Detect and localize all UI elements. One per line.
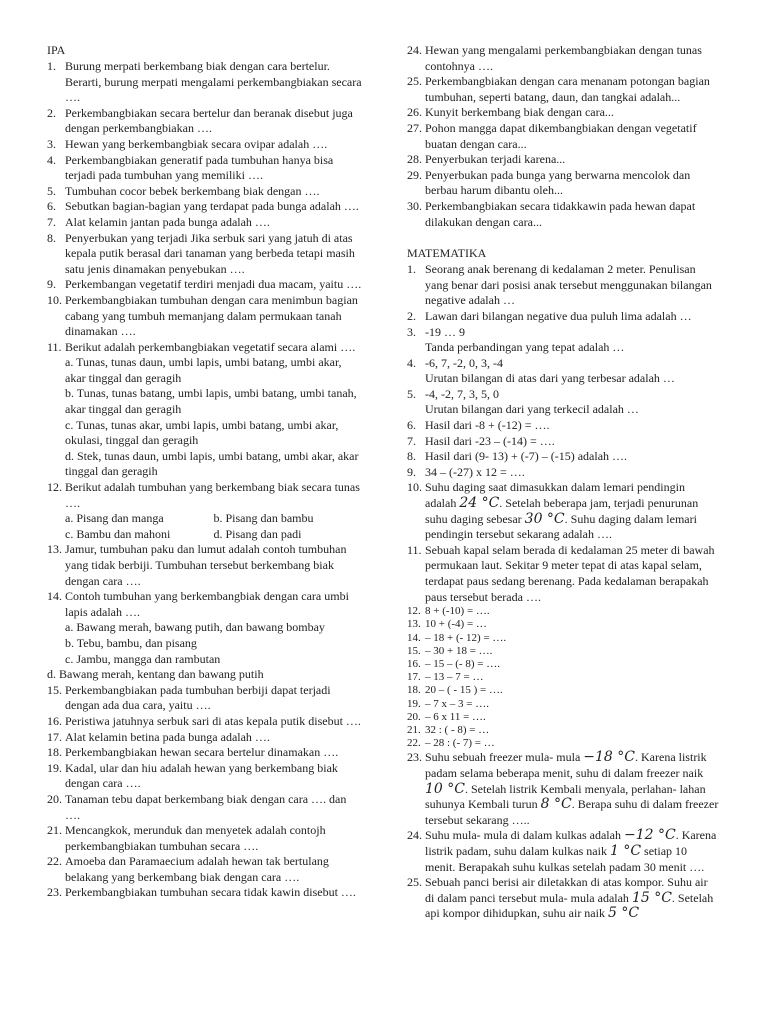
question-item — [407, 875, 719, 922]
question-body — [425, 698, 719, 711]
question-number: 9. — [47, 277, 56, 292]
question-text: – 28 : (- 7) = … — [425, 737, 495, 750]
answer-option: a. Pisang dan manga — [65, 511, 164, 526]
answer-option-row — [65, 527, 362, 543]
math-value: 5 °C — [607, 905, 640, 922]
question-body — [425, 43, 719, 74]
question-item — [47, 542, 362, 589]
question-item — [407, 698, 719, 711]
question-body — [65, 730, 362, 746]
ipa-column — [47, 43, 362, 901]
question-number: 18. — [407, 684, 421, 697]
question-text: – 18 + (- 12) = …. — [425, 631, 507, 644]
question-text: Berikut adalah tumbuhan yang berkembang biak secara tunas …. — [65, 480, 360, 510]
question-item — [407, 671, 719, 684]
question-text: Pohon mangga dapat dikembangbiakan dengan vegetatif buatan dengan cara... — [425, 120, 697, 151]
question-number: 23. — [47, 885, 62, 900]
question-item — [47, 137, 362, 153]
answer-option: d. Pisang dan padi — [213, 526, 302, 541]
question-number: 16. — [47, 713, 62, 728]
question-item — [407, 724, 719, 737]
question-body — [65, 854, 362, 885]
question-text: Alat kelamin jantan pada bunga adalah …. — [65, 214, 270, 229]
question-text: Tanaman tebu dapat berkembang biak dengan cara …. dan …. — [65, 791, 347, 822]
question-body — [425, 684, 719, 697]
question-item — [47, 730, 362, 746]
math-value: 15 °C — [631, 889, 672, 906]
question-number: 16. — [407, 658, 421, 670]
question-number: 27. — [407, 120, 422, 135]
question-text: – 6 x 11 = …. — [425, 710, 486, 723]
question-item — [407, 74, 719, 105]
question-body — [425, 262, 719, 309]
question-number: 22. — [407, 737, 421, 750]
question-number: 24. — [407, 828, 422, 843]
question-body — [425, 121, 719, 152]
question-body — [65, 184, 362, 200]
question-item — [47, 215, 362, 231]
question-body — [425, 309, 719, 325]
question-number: 5. — [47, 183, 56, 198]
question-number: 30. — [407, 198, 422, 213]
question-number: 28. — [407, 152, 422, 167]
question-text: Penyerbukan terjadi karena... — [425, 152, 566, 167]
question-body — [65, 683, 362, 714]
ipa-question-list — [47, 59, 362, 901]
question-text: -4, -2, 7, 3, 5, 0 — [425, 386, 499, 401]
question-number: 11. — [407, 542, 422, 557]
math-value: 30 °C — [524, 510, 565, 527]
question-number: 9. — [407, 464, 416, 479]
question-item — [407, 618, 719, 631]
question-body — [65, 215, 362, 231]
question-text: 34 – (-27) x 12 = …. — [425, 464, 525, 479]
question-item — [407, 449, 719, 465]
math-value: 8 °C — [540, 796, 572, 813]
question-number: 18. — [47, 745, 62, 760]
math-value: 1 °C — [609, 842, 642, 859]
question-number: 7. — [407, 433, 416, 448]
question-body — [65, 480, 362, 542]
question-item — [47, 59, 362, 106]
question-number: 20. — [47, 791, 62, 806]
question-number: 8. — [47, 230, 56, 245]
question-number: 1. — [407, 262, 416, 277]
ipa-question-list-continued — [407, 43, 719, 230]
question-body — [65, 277, 362, 293]
question-item — [407, 105, 719, 121]
question-item — [407, 543, 719, 605]
question-text: 20 – ( - 15 ) = …. — [425, 684, 503, 697]
question-number: 6. — [407, 418, 416, 433]
question-text: Perkembangbiakan dengan cara menanam potongan bagian tumbuhan, seperti batang, daun, dan tangkai adalah... — [425, 74, 710, 104]
question-text: Peristiwa jatuhnya serbuk sari di atas kepala putik disebut …. — [65, 713, 361, 728]
question-item — [47, 340, 362, 480]
question-number: 13. — [407, 618, 421, 631]
question-text: 8 + (-10) = …. — [425, 605, 490, 618]
question-text: – 30 + 18 = …. — [425, 644, 493, 657]
question-text: Perkembangan vegetatif terdiri menjadi dua macam, yaitu …. — [65, 277, 362, 292]
question-item — [407, 711, 719, 724]
question-text: Mencangkok, merunduk dan menyetek adalah contojh perkembangbiakan tumbuhan secara …. — [65, 823, 326, 853]
question-item — [407, 121, 719, 152]
answer-option: b. Tebu, bambu, dan pisang — [65, 635, 197, 650]
question-number: 8. — [407, 449, 416, 464]
question-number: 21. — [407, 724, 421, 737]
question-number: 11. — [47, 339, 62, 354]
question-item — [407, 434, 719, 450]
question-number: 13. — [47, 542, 62, 557]
question-item — [407, 325, 719, 356]
question-item — [47, 667, 362, 683]
question-item — [47, 683, 362, 714]
question-item — [407, 152, 719, 168]
question-item — [407, 684, 719, 697]
question-body — [65, 761, 362, 792]
question-body — [425, 465, 719, 481]
question-text: Hewan yang berkembangbiak secara ovipar adalah …. — [65, 136, 328, 151]
question-text: Penyerbukan yang terjadi Jika serbuk sari yang jatuh di atas kepala putik berasal dari tanaman yang berbeda tetapi masih satu jenis dinamakan penyebukan …. — [65, 230, 355, 276]
question-text: Perkembangbiakan secara bertelur dan beranak disebut juga dengan perkembangbiakan …. — [65, 105, 353, 136]
question-number: 14. — [47, 589, 62, 604]
question-item — [47, 745, 362, 761]
question-item — [47, 106, 362, 137]
question-text: Berikut adalah perkembangbiakan vegetatif secara alami …. — [65, 339, 356, 354]
question-body — [65, 823, 362, 854]
question-number: 25. — [407, 875, 422, 890]
question-text: 32 : ( - 8) = … — [425, 724, 490, 737]
answer-option-row — [65, 511, 362, 527]
question-text: Sebutkan bagian-bagian yang terdapat pada bunga adalah …. — [65, 199, 359, 214]
question-body — [425, 671, 719, 684]
question-item — [407, 605, 719, 618]
question-text: Suhu sebuah freezer mula- mula −18 °C. Karena listrik padam selama beberapa menit, suhu di dalam freezer naik 10 °C. Setelah listrik Kembali menyala, perlahan- lahan suhunya Kembali turun 8 °C. Berapa suhu di dalam freezer tersebut sekarang ….. — [425, 749, 719, 827]
question-body — [425, 168, 719, 199]
question-body — [425, 434, 719, 450]
question-item — [47, 184, 362, 200]
right-column — [407, 43, 719, 922]
question-item — [47, 885, 362, 901]
math-value: −12 °C — [623, 827, 676, 844]
question-item — [407, 658, 719, 671]
question-text: Kadal, ular dan hiu adalah hewan yang berkembang biak dengan cara …. — [65, 760, 338, 791]
question-number: 7. — [47, 214, 56, 229]
math-value: 10 °C — [425, 780, 465, 797]
question-item — [407, 43, 719, 74]
question-number: 19. — [407, 697, 421, 710]
question-item — [47, 761, 362, 792]
question-number: 2. — [407, 308, 416, 323]
question-number: 15. — [47, 682, 62, 697]
question-body — [425, 152, 719, 168]
question-body — [425, 645, 719, 658]
question-text: Perkembangbiakan tumbuhan secara tidak kawin disebut …. — [65, 885, 356, 900]
question-number: 25. — [407, 74, 422, 89]
question-item — [47, 792, 362, 823]
question-item — [407, 645, 719, 658]
question-number: 12. — [47, 480, 62, 495]
question-text: Sebuah panci berisi air diletakkan di atas kompor. Suhu air di dalam panci tersebut mula- mula adalah 15 °C. Setelah api kompor dihidupkan, suhu air naik 5 °C — [425, 875, 714, 922]
question-text: 10 + (-4) = … — [425, 618, 487, 631]
short-question-list — [407, 605, 719, 750]
question-item — [407, 262, 719, 309]
question-text: Amoeba dan Paramaecium adalah hewan tak bertulang belakang yang berkembang biak dengan cara …. — [65, 854, 329, 884]
question-number: 14. — [407, 631, 421, 644]
question-body — [425, 105, 719, 121]
answer-option: d. Bawang merah, kentang dan bawang putih — [47, 667, 264, 682]
question-number: 10. — [407, 480, 422, 495]
question-text: Hasil dari (9- 13) + (-7) – (-15) adalah …. — [425, 449, 628, 464]
question-item — [47, 854, 362, 885]
question-body — [65, 199, 362, 215]
question-item — [407, 737, 719, 750]
question-body — [65, 293, 362, 340]
question-text: Seorang anak berenang di kedalaman 2 meter. Penulisan yang benar dari posisi anak tersebut menggunakan bilangan negative adalah … — [425, 262, 712, 308]
question-number: 24. — [407, 43, 422, 57]
question-text: Lawan dari bilangan negative dua puluh lima adalah … — [425, 308, 692, 323]
question-number: 5. — [407, 386, 416, 401]
question-item — [407, 199, 719, 230]
question-text: Suhu daging saat dimasukkan dalam lemari pendingin adalah 24 °C. Setelah beberapa jam, terjadi penurunan suhu daging sebesar 30 °C. Suhu daging dalam lemari pendingin tersebut sekarang adalah …. — [425, 480, 699, 542]
question-item — [47, 153, 362, 184]
question-body — [65, 745, 362, 761]
question-number: 23. — [407, 750, 422, 765]
question-body — [425, 632, 719, 645]
question-text: -6, 7, -2, 0, 3, -4 — [425, 355, 503, 370]
answer-option: c. Bambu dan mahoni — [65, 526, 171, 541]
question-text: Kunyit berkembang biak dengan cara... — [425, 105, 614, 120]
question-item — [47, 231, 362, 278]
question-body — [65, 792, 362, 823]
question-text: – 13 – 7 = … — [425, 671, 484, 684]
matematika-question-list — [407, 262, 719, 922]
question-body — [65, 714, 362, 730]
question-number: 3. — [47, 136, 56, 151]
question-number: 17. — [407, 671, 421, 684]
question-item — [407, 828, 719, 875]
question-body — [425, 325, 719, 356]
question-body — [425, 387, 719, 418]
question-number: 6. — [47, 199, 56, 214]
question-text: Hewan yang mengalami perkembangbiakan dengan tunas contohnya …. — [425, 43, 702, 73]
question-text: Perkembangbiakan generatif pada tumbuhan hanya bisa terjadi pada tumbuhan yang memiliki …. — [65, 152, 334, 183]
math-value: −18 °C — [583, 749, 635, 766]
answer-option: c. Jambu, mangga dan rambutan — [65, 651, 221, 666]
answer-option: d. Stek, tunas daun, umbi lapis, umbi batang, umbi akar, akar tinggal dan geragih — [65, 448, 359, 479]
question-item — [47, 589, 362, 667]
question-item — [47, 714, 362, 730]
question-text: Urutan bilangan di atas dari yang terbesar adalah … — [425, 371, 675, 386]
question-item — [47, 480, 362, 542]
question-text: Tanda perbandingan yang tepat adalah … — [425, 340, 625, 355]
question-text: Tumbuhan cocor bebek berkembang biak dengan …. — [65, 183, 320, 198]
question-body — [425, 605, 719, 618]
question-number: 15. — [407, 644, 421, 657]
question-body — [425, 711, 719, 724]
question-text: Urutan bilangan dari yang terkecil adalah … — [425, 402, 639, 417]
question-text: Sebuah kapal selam berada di kedalaman 25 meter di bawah permukaan laut. Sekitar 9 meter tepat di atas kapal selam, terdapat paus sedang berenang. Pada kedalaman berapakah paus tersebut berada …. — [425, 542, 715, 604]
question-body — [425, 449, 719, 465]
matematika-title: MATEMATIKA — [407, 246, 487, 261]
math-value: 24 °C — [459, 495, 500, 512]
question-item — [407, 387, 719, 418]
question-body — [65, 106, 362, 137]
question-number: 4. — [47, 152, 56, 167]
question-item — [47, 823, 362, 854]
question-body — [65, 542, 362, 589]
question-number: 4. — [407, 355, 416, 370]
question-body — [425, 199, 719, 230]
question-number: 12. — [407, 605, 421, 618]
question-body — [65, 885, 362, 901]
answer-option: a. Tunas, tunas daun, umbi lapis, umbi batang, umbi akar, akar tinggal dan geragih — [65, 355, 342, 385]
question-number: 19. — [47, 760, 62, 775]
question-text: Contoh tumbuhan yang berkembangbiak dengan cara umbi lapis adalah …. — [65, 589, 349, 619]
question-item — [47, 293, 362, 340]
answer-option: b. Pisang dan bambu — [213, 511, 314, 526]
question-text: – 15 – (- 8) = …. — [425, 658, 500, 670]
question-body — [425, 618, 719, 631]
question-text: -19 … 9 — [425, 324, 465, 339]
question-number: 29. — [407, 167, 422, 182]
question-body — [425, 737, 719, 750]
question-item — [407, 168, 719, 199]
ipa-title: IPA — [47, 43, 66, 57]
question-item — [407, 418, 719, 434]
question-body — [425, 356, 719, 387]
question-body — [65, 340, 362, 480]
question-number: 22. — [47, 854, 62, 869]
question-item — [407, 309, 719, 325]
question-item — [47, 277, 362, 293]
question-number: 20. — [407, 710, 421, 723]
question-item — [407, 480, 719, 542]
question-item — [47, 199, 362, 215]
question-body — [65, 589, 362, 667]
question-text: – 7 x – 3 = …. — [425, 697, 489, 710]
question-item — [407, 632, 719, 645]
question-text: Perkembangbiakan pada tumbuhan berbiji dapat terjadi dengan ada dua cara, yaitu …. — [65, 682, 331, 713]
question-body — [425, 658, 719, 671]
question-text: Hasil dari -8 + (-12) = …. — [425, 418, 550, 433]
question-number: 21. — [47, 823, 62, 838]
question-body — [65, 153, 362, 184]
question-number: 1. — [47, 59, 56, 73]
question-body — [65, 231, 362, 278]
answer-option: c. Tunas, tunas akar, umbi lapis, umbi batang, umbi akar, okulasi, tinggal dan geragih — [65, 417, 339, 448]
question-text: Penyerbukan pada bunga yang berwarna mencolok dan berbau harum dibantu oleh... — [425, 167, 691, 198]
question-text: Perkembangbiakan secara tidakkawin pada hewan dapat dilakukan dengan cara... — [425, 198, 696, 229]
answer-option: a. Bawang merah, bawang putih, dan bawang bombay — [65, 620, 325, 635]
answer-option: b. Tunas, tunas batang, umbi lapis, umbi batang, umbi tanah, akar tinggal dan geragih — [65, 386, 357, 417]
question-text: Jamur, tumbuhan paku dan lumut adalah contoh tumbuhan yang tidak berbiji. Tumbuhan tersebut berkembang biak dengan cara …. — [65, 542, 347, 588]
question-body — [425, 724, 719, 737]
question-text: Burung merpati berkembang biak dengan cara bertelur. Berarti, burung merpati mengalami perkembangbiakan secara …. — [65, 59, 362, 105]
question-text: Perkembangbiakan hewan secara bertelur dinamakan …. — [65, 745, 339, 760]
question-number: 26. — [407, 105, 422, 120]
question-body — [425, 74, 719, 105]
question-body — [65, 137, 362, 153]
question-body — [425, 418, 719, 434]
question-text: Hasil dari -23 – (-14) = …. — [425, 433, 555, 448]
question-number: 3. — [407, 324, 416, 339]
question-number: 17. — [47, 729, 62, 744]
question-item — [407, 356, 719, 387]
question-text: Suhu mula- mula di dalam kulkas adalah −12 °C. Karena listrik padam, suhu dalam kulkas naik 1 °C setiap 10 menit. Berapakah suhu kulkas setelah padam 30 menit …. — [425, 827, 717, 874]
question-item — [407, 750, 719, 828]
question-number: 2. — [47, 105, 56, 120]
question-body — [65, 59, 362, 106]
question-text: Alat kelamin betina pada bunga adalah …. — [65, 729, 270, 744]
question-number: 10. — [47, 292, 62, 307]
question-text: Perkembangbiakan tumbuhan dengan cara menimbun bagian cabang yang tumbuh memanjang dalam permukaan tanah dinamakan …. — [65, 292, 358, 339]
question-item — [407, 465, 719, 481]
